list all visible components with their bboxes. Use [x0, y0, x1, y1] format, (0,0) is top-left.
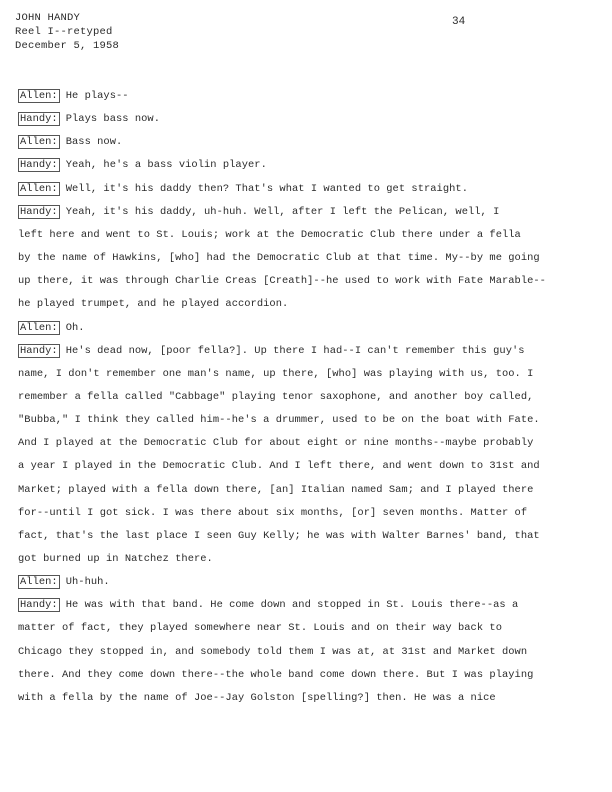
transcript-line [18, 692, 496, 704]
transcript-line [18, 322, 85, 334]
line-text: Bass now. [65, 136, 123, 149]
line-text: And I played at the Democratic Club for about eight or nine months--maybe probably [18, 437, 534, 450]
speaker-label: Handy: [20, 205, 58, 218]
transcript-line [18, 90, 129, 102]
transcript-line [18, 391, 533, 403]
line-text: matter of fact, they played somewhere near St. Louis and on their way back to [18, 622, 502, 635]
speaker-label: Allen: [20, 90, 58, 102]
speaker-label: Handy: [20, 599, 58, 612]
transcript-line [18, 183, 468, 195]
speaker-label: Handy: [20, 113, 58, 126]
transcript-line [18, 414, 540, 426]
speaker-label: Allen: [20, 136, 58, 149]
line-text: by the name of Hawkins, [who] had the Democratic Club at that time. My--by me going [18, 252, 540, 265]
line-text: Yeah, he's a bass violin player. [65, 159, 267, 172]
header-reel: Reel I--retyped [15, 26, 113, 38]
transcript-line [18, 507, 527, 519]
transcript-line [18, 669, 533, 681]
line-text: Oh. [65, 321, 85, 334]
line-text: He was with that band. He come down and stopped in St. Louis there--as a [65, 599, 519, 612]
line-text: Uh-huh. [65, 576, 110, 589]
transcript-line [18, 136, 122, 148]
transcript-line [18, 622, 502, 634]
line-text: Yeah, it's his daddy, uh-huh. Well, after I left the Pelican, well, I [65, 205, 500, 218]
page-number: 34 [452, 16, 466, 28]
line-text: fact, that's the last place I seen Guy Kelly; he was with Walter Barnes' band, that [18, 529, 540, 542]
transcript-line [18, 206, 499, 218]
line-text: up there, it was through Charlie Creas [Creath]--he used to work with Fate Marable-- [18, 275, 546, 288]
transcript-line [18, 345, 525, 357]
line-text: Well, it's his daddy then? That's what I wanted to get straight. [65, 182, 468, 195]
speaker-label: Allen: [20, 321, 58, 334]
header-date: December 5, 1958 [15, 40, 120, 52]
line-text: a year I played in the Democratic Club. And I left there, and went down to 31st and [18, 460, 540, 473]
header-name: JOHN HANDY [15, 12, 81, 24]
transcript-line [18, 298, 288, 310]
line-text: Chicago they stopped in, and somebody told them I was at, at 31st and Market down [18, 645, 528, 658]
line-text: remember a fella called "Cabbage" playing tenor saxophone, and another boy called, [18, 390, 534, 403]
line-text: Market; played with a fella down there, [an] Italian named Sam; and I played there [18, 483, 534, 496]
line-text: He plays-- [65, 90, 129, 102]
line-text: "Bubba," I think they called him--he's a drummer, used to be on the boat with Fate. [18, 414, 540, 427]
line-text: left here and went to St. Louis; work at the Democratic Club there under a fella [18, 228, 521, 241]
transcript-line [18, 159, 267, 171]
line-text: with a fella by the name of Joe--Jay Golston [spelling?] then. He was a nice [18, 691, 496, 704]
transcript-line [18, 576, 110, 588]
speaker-label: Handy: [20, 344, 58, 357]
transcript-line [18, 530, 540, 542]
line-text: name, I don't remember one man's name, up there, [who] was playing with us, too. I [18, 367, 534, 380]
transcript-line [18, 113, 160, 125]
line-text: he played trumpet, and he played accordion. [18, 298, 289, 311]
transcript-line [18, 368, 533, 380]
speaker-label: Handy: [20, 159, 58, 172]
transcript-line [18, 275, 546, 287]
line-text: He's dead now, [poor fella?]. Up there I had--I can't remember this guy's [65, 344, 525, 357]
transcript-line [18, 484, 533, 496]
transcript-line [18, 460, 540, 472]
transcript-line [18, 437, 533, 449]
transcript-line [18, 599, 518, 611]
line-text: for--until I got sick. I was there about six months, [or] seven months. Matter of [18, 506, 528, 519]
transcript-line [18, 252, 540, 264]
line-text: got burned up in Natchez there. [18, 553, 213, 565]
line-text: there. And they come down there--the whole band come down there. But I was playing [18, 668, 534, 681]
transcript-line [18, 229, 521, 241]
line-text: Plays bass now. [65, 113, 160, 126]
transcript-line [18, 646, 527, 658]
transcript-line [18, 553, 213, 565]
speaker-label: Allen: [20, 576, 58, 589]
speaker-label: Allen: [20, 182, 58, 195]
